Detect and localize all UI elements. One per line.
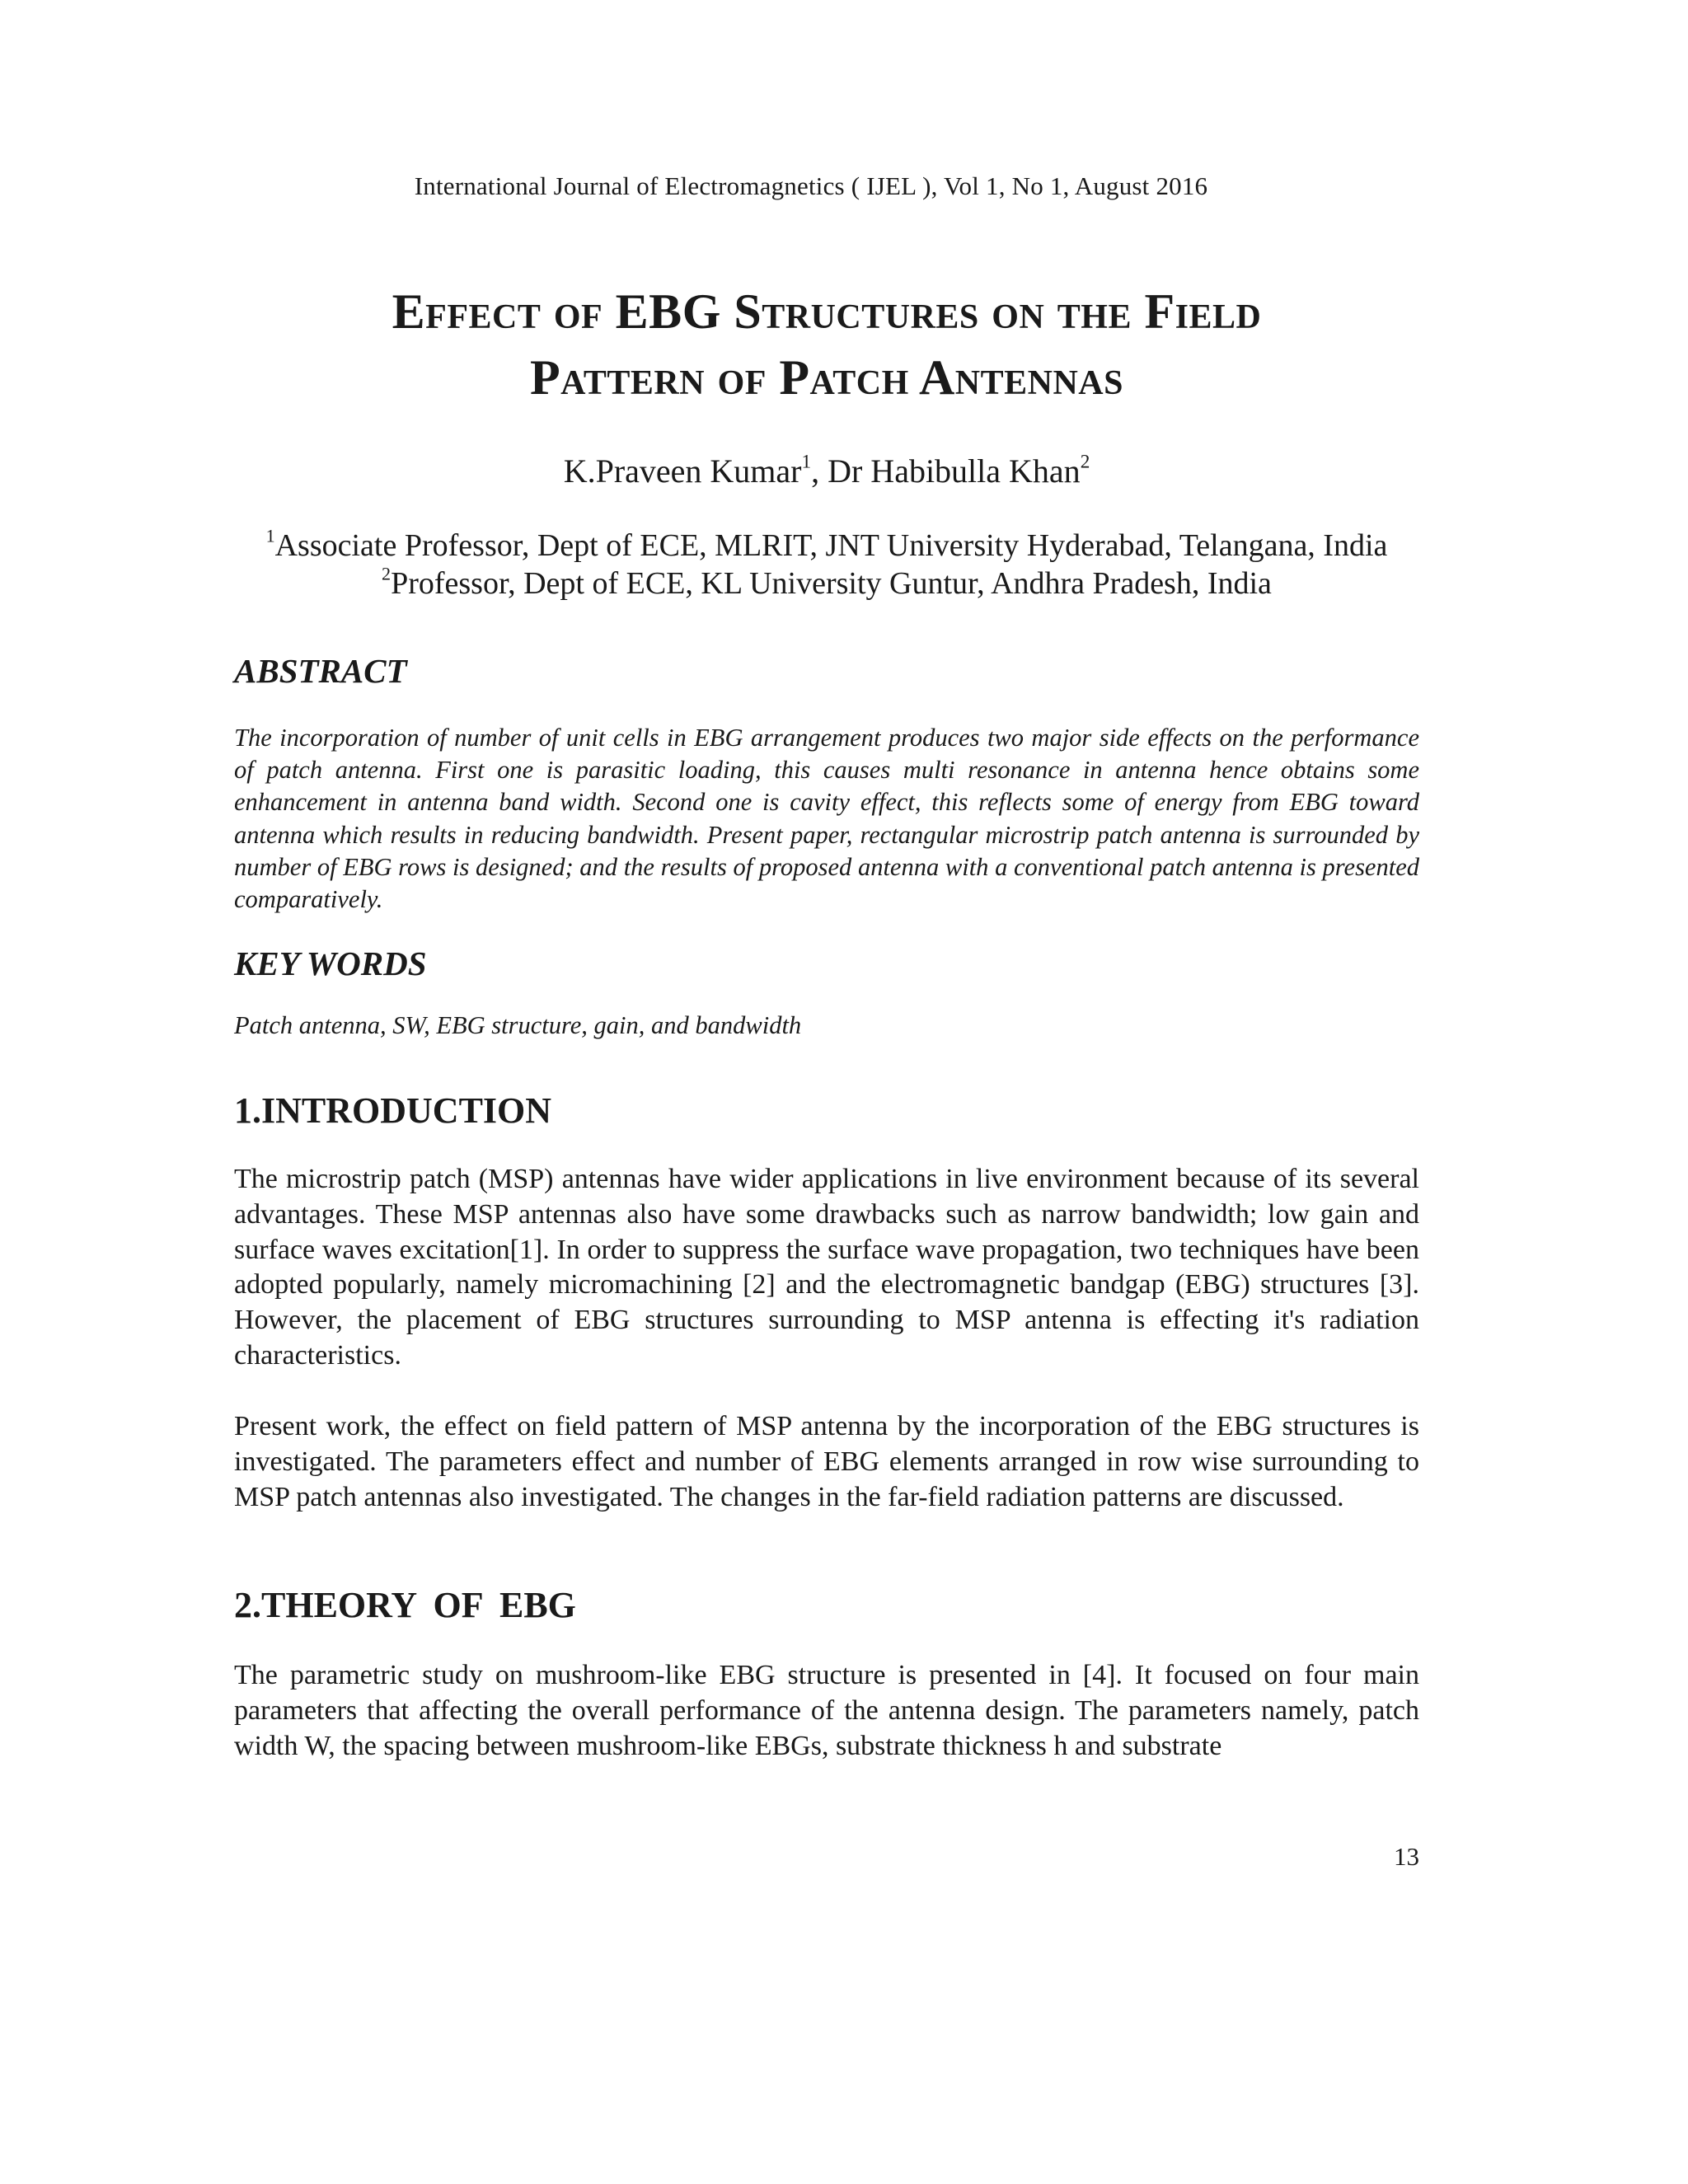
affiliation-mark: 1 bbox=[265, 525, 275, 546]
paper-title-line-1: Effect of EBG Structures on the Field bbox=[392, 284, 1262, 339]
running-header: International Journal of Electromagnetics ( IJEL ), Vol 1, No 1, August 2016 bbox=[414, 171, 1208, 200]
paper-title-line-2: Pattern of Patch Antennas bbox=[530, 350, 1123, 405]
author-name: K.Praveen Kumar bbox=[563, 452, 802, 490]
paper-title bbox=[233, 279, 1420, 410]
theory-heading: 2.THEORY OF EBG bbox=[234, 1585, 576, 1625]
affiliation-mark: 1 bbox=[801, 451, 812, 473]
introduction-paragraph: The microstrip patch (MSP) antennas have wider applications in live environment because of its several advantages. These MSP antennas also have some drawbacks such as narrow bandwidth; low gain and surface waves excitation[1]. In order to suppress the surface wave propagation, two techniques have been adopted popularly, namely micromachining [2] and the electromagnetic bandgap (EBG) structures [3]. However, the placement of EBG structures surrounding to MSP antenna is effecting it's radiation characteristics. bbox=[234, 1164, 1419, 1371]
theory-paragraph: The parametric study on mushroom-like EBG structure is presented in [4]. It focused on four main parameters that affecting the overall performance of the antenna design. The parameters namely, patch width W, the spacing between mushroom-like EBGs, substrate thickness h and substrate bbox=[234, 1660, 1419, 1761]
abstract-heading: ABSTRACT bbox=[234, 652, 407, 690]
affiliation-text: Associate Professor, Dept of ECE, MLRIT, JNT University Hyderabad, Telangana, India bbox=[274, 528, 1388, 563]
page-number: 13 bbox=[1394, 1842, 1419, 1871]
introduction-heading: 1.INTRODUCTION bbox=[234, 1090, 552, 1131]
affiliation bbox=[232, 527, 1421, 564]
author-list bbox=[0, 452, 1653, 490]
introduction-paragraph: Present work, the effect on field pattern of MSP antenna by the incorporation of the EBG structures is investigated. The parameters effect and number of EBG elements arranged in row wise surrounding to MSP patch antennas also investigated. The changes in the far-field radiation patterns are discussed. bbox=[234, 1411, 1419, 1512]
keywords-body: Patch antenna, SW, EBG structure, gain, and bandwidth bbox=[234, 1011, 802, 1039]
abstract-body: The incorporation of number of unit cells in EBG arrangement produces two major side effects on the performance of patch antenna. First one is parasitic loading, this causes multi resonance in antenna hence obtains some enhancement in antenna band width. Second one is cavity effect, this reflects some of energy from EBG toward antenna which results in reducing bandwidth. Present paper, rectangular microstrip patch antenna is surrounded by number of EBG rows is designed; and the results of proposed antenna with a conventional patch antenna is presented comparatively. bbox=[234, 724, 1419, 914]
author-name: Dr Habibulla Khan bbox=[828, 452, 1081, 490]
affiliation-mark: 2 bbox=[1080, 451, 1090, 473]
keywords-heading: KEY WORDS bbox=[234, 944, 427, 982]
author-separator: , bbox=[811, 452, 828, 490]
affiliation-text: Professor, Dept of ECE, KL University Guntur, Andhra Pradesh, India bbox=[391, 566, 1272, 601]
affiliation-mark: 2 bbox=[382, 563, 392, 584]
affiliation bbox=[232, 565, 1421, 602]
